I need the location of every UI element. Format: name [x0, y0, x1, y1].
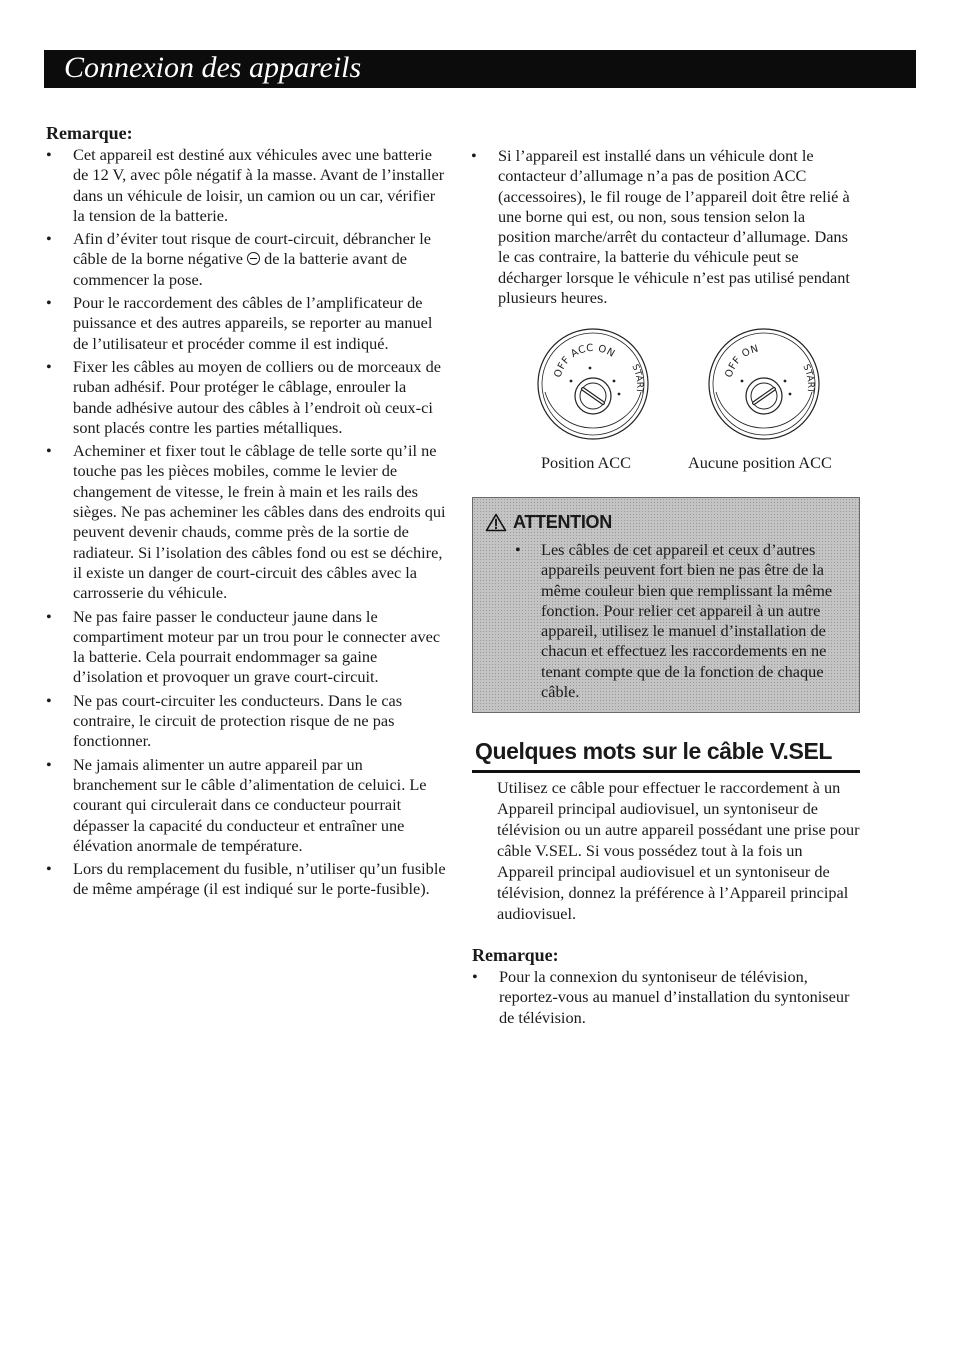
- section-body: Utilisez ce câble pour effectuer le raccordement à un Appareil principal audiovisuel, un syntoniseur de télévision ou un autre appareil possédant une prise pour câble V.SEL. Si vous possédez tout à la fois un Appareil principal audiovisuel et un syntoniseur de télévision, donnez la préférence à l’Appareil principal audiovisuel.: [497, 778, 860, 923]
- remark-list: [472, 967, 862, 1028]
- remark-list: [46, 145, 446, 900]
- warning-triangle-icon: [485, 513, 507, 532]
- list-item-text: Afin d’éviter tout risque de court-circuit, débrancher le câble de la borne négative: [73, 229, 432, 269]
- list-item: • Ne jamais alimenter un autre appareil par un branchement sur le câble d’alimentation de celuici. Le courant qui circulerait dans ce conducteur pourrait dépasser la capacité du conducteur et entraîner une élévation anormale de température.: [46, 755, 446, 856]
- attention-title: ATTENTION: [513, 512, 612, 532]
- attention-box: [472, 497, 860, 713]
- attention-list: [515, 540, 845, 702]
- list-item: [46, 229, 446, 290]
- list-item: • Pour le raccordement des câbles de l’amplificateur de puissance et des autres appareils, se reporter au manuel de l’utilisateur et procéder comme il est indiqué.: [46, 293, 446, 354]
- title-banner: [44, 50, 916, 88]
- list-item: • Pour la connexion du syntoniseur de télévision, reportez-vous au manuel d’installation du syntoniseur de télévision.: [472, 967, 862, 1028]
- switch-label-off-acc-on: OFF ACC ON: [552, 342, 617, 379]
- list-item: • Si l’appareil est installé dans un véhicule dont le contacteur d’allumage n’a pas de position ACC (accessoires), le fil rouge de l’appareil doit être relié à une borne qui est, ou non, sous tension selon la position marche/arrêt du contacteur d’allumage. Dans le cas contraire, la batterie du véhicule peut se décharger lorsque le véhicule n’est pas utilisé pendant plusieurs heures.: [471, 146, 861, 308]
- section-heading: [472, 734, 860, 773]
- ignition-switch-acc-figure: [535, 326, 651, 442]
- vsel-remark: [472, 944, 862, 1031]
- list-item: • Ne pas court-circuiter les conducteurs. Dans le cas contraire, le circuit de protection risque de ne pas fonctionner.: [46, 691, 446, 752]
- switch-label-start: START: [800, 363, 816, 394]
- list-item: • Ne pas faire passer le conducteur jaune dans le compartiment moteur par un trou pour le connecter avec la batterie. Cela pourrait endommager sa gaine d’isolation et provoquer un grave court-circuit.: [46, 607, 446, 688]
- list-item: • Les câbles de cet appareil et ceux d’autres appareils peuvent fort bien ne pas être de la même couleur bien que remplissant la même fonction. Pour relier cet appareil à un autre appareil, utilisez le manuel d’installation de chacun et effectuez les raccordements en ne tenant compte que de la fonction de chaque câble.: [515, 540, 845, 702]
- list-item-text: de la batterie avant de commencer la pose.: [73, 249, 407, 289]
- switch-label-start: START: [629, 363, 645, 394]
- acc-note-list: [471, 146, 861, 308]
- left-column: [46, 122, 446, 903]
- remark-heading: Remarque:: [46, 123, 133, 143]
- figure-caption-no-acc: Aucune position ACC: [688, 453, 832, 472]
- list-item: • Acheminer et fixer tout le câblage de telle sorte qu’il ne touche pas les pièces mobiles, comme le levier de changement de vitesse, le frein à main et les rails des sièges. Ne pas acheminer les câbles dans des endroits qui peuvent devenir chauds, comme près de la sortie de radiateur. Si l’isolation des câbles fond ou est se déchire, il existe un danger de court-circuit des câbles avec la carrosserie du véhicule.: [46, 441, 446, 603]
- list-item: • Lors du remplacement du fusible, n’utiliser qu’un fusible de même ampérage (il est indiqué sur le porte-fusible).: [46, 859, 446, 900]
- page-title: Connexion des appareils: [64, 51, 362, 84]
- figure-caption-acc: Position ACC: [541, 453, 632, 472]
- list-item: • Fixer les câbles au moyen de colliers ou de morceaux de ruban adhésif. Pour protéger le câblage, enrouler la bande adhésive autour des câbles à l’endroit où ceux-ci sont placés contre les parties métalliques.: [46, 357, 446, 438]
- ignition-switch-no-acc-figure: [706, 326, 822, 442]
- list-item: • Cet appareil est destiné aux véhicules avec une batterie de 12 V, avec pôle négatif à la masse. Avant de l’installer dans un véhicule de loisir, un camion ou un car, vérifier la tension de la batterie.: [46, 145, 446, 226]
- section-heading-text: Quelques mots sur le câble V.SEL: [475, 738, 833, 764]
- switch-label-off-on: OFF ON: [723, 343, 760, 379]
- negative-terminal-icon: [247, 252, 260, 265]
- remark-heading: Remarque:: [472, 945, 559, 965]
- attention-header: [485, 512, 612, 532]
- right-column-intro: [471, 146, 861, 311]
